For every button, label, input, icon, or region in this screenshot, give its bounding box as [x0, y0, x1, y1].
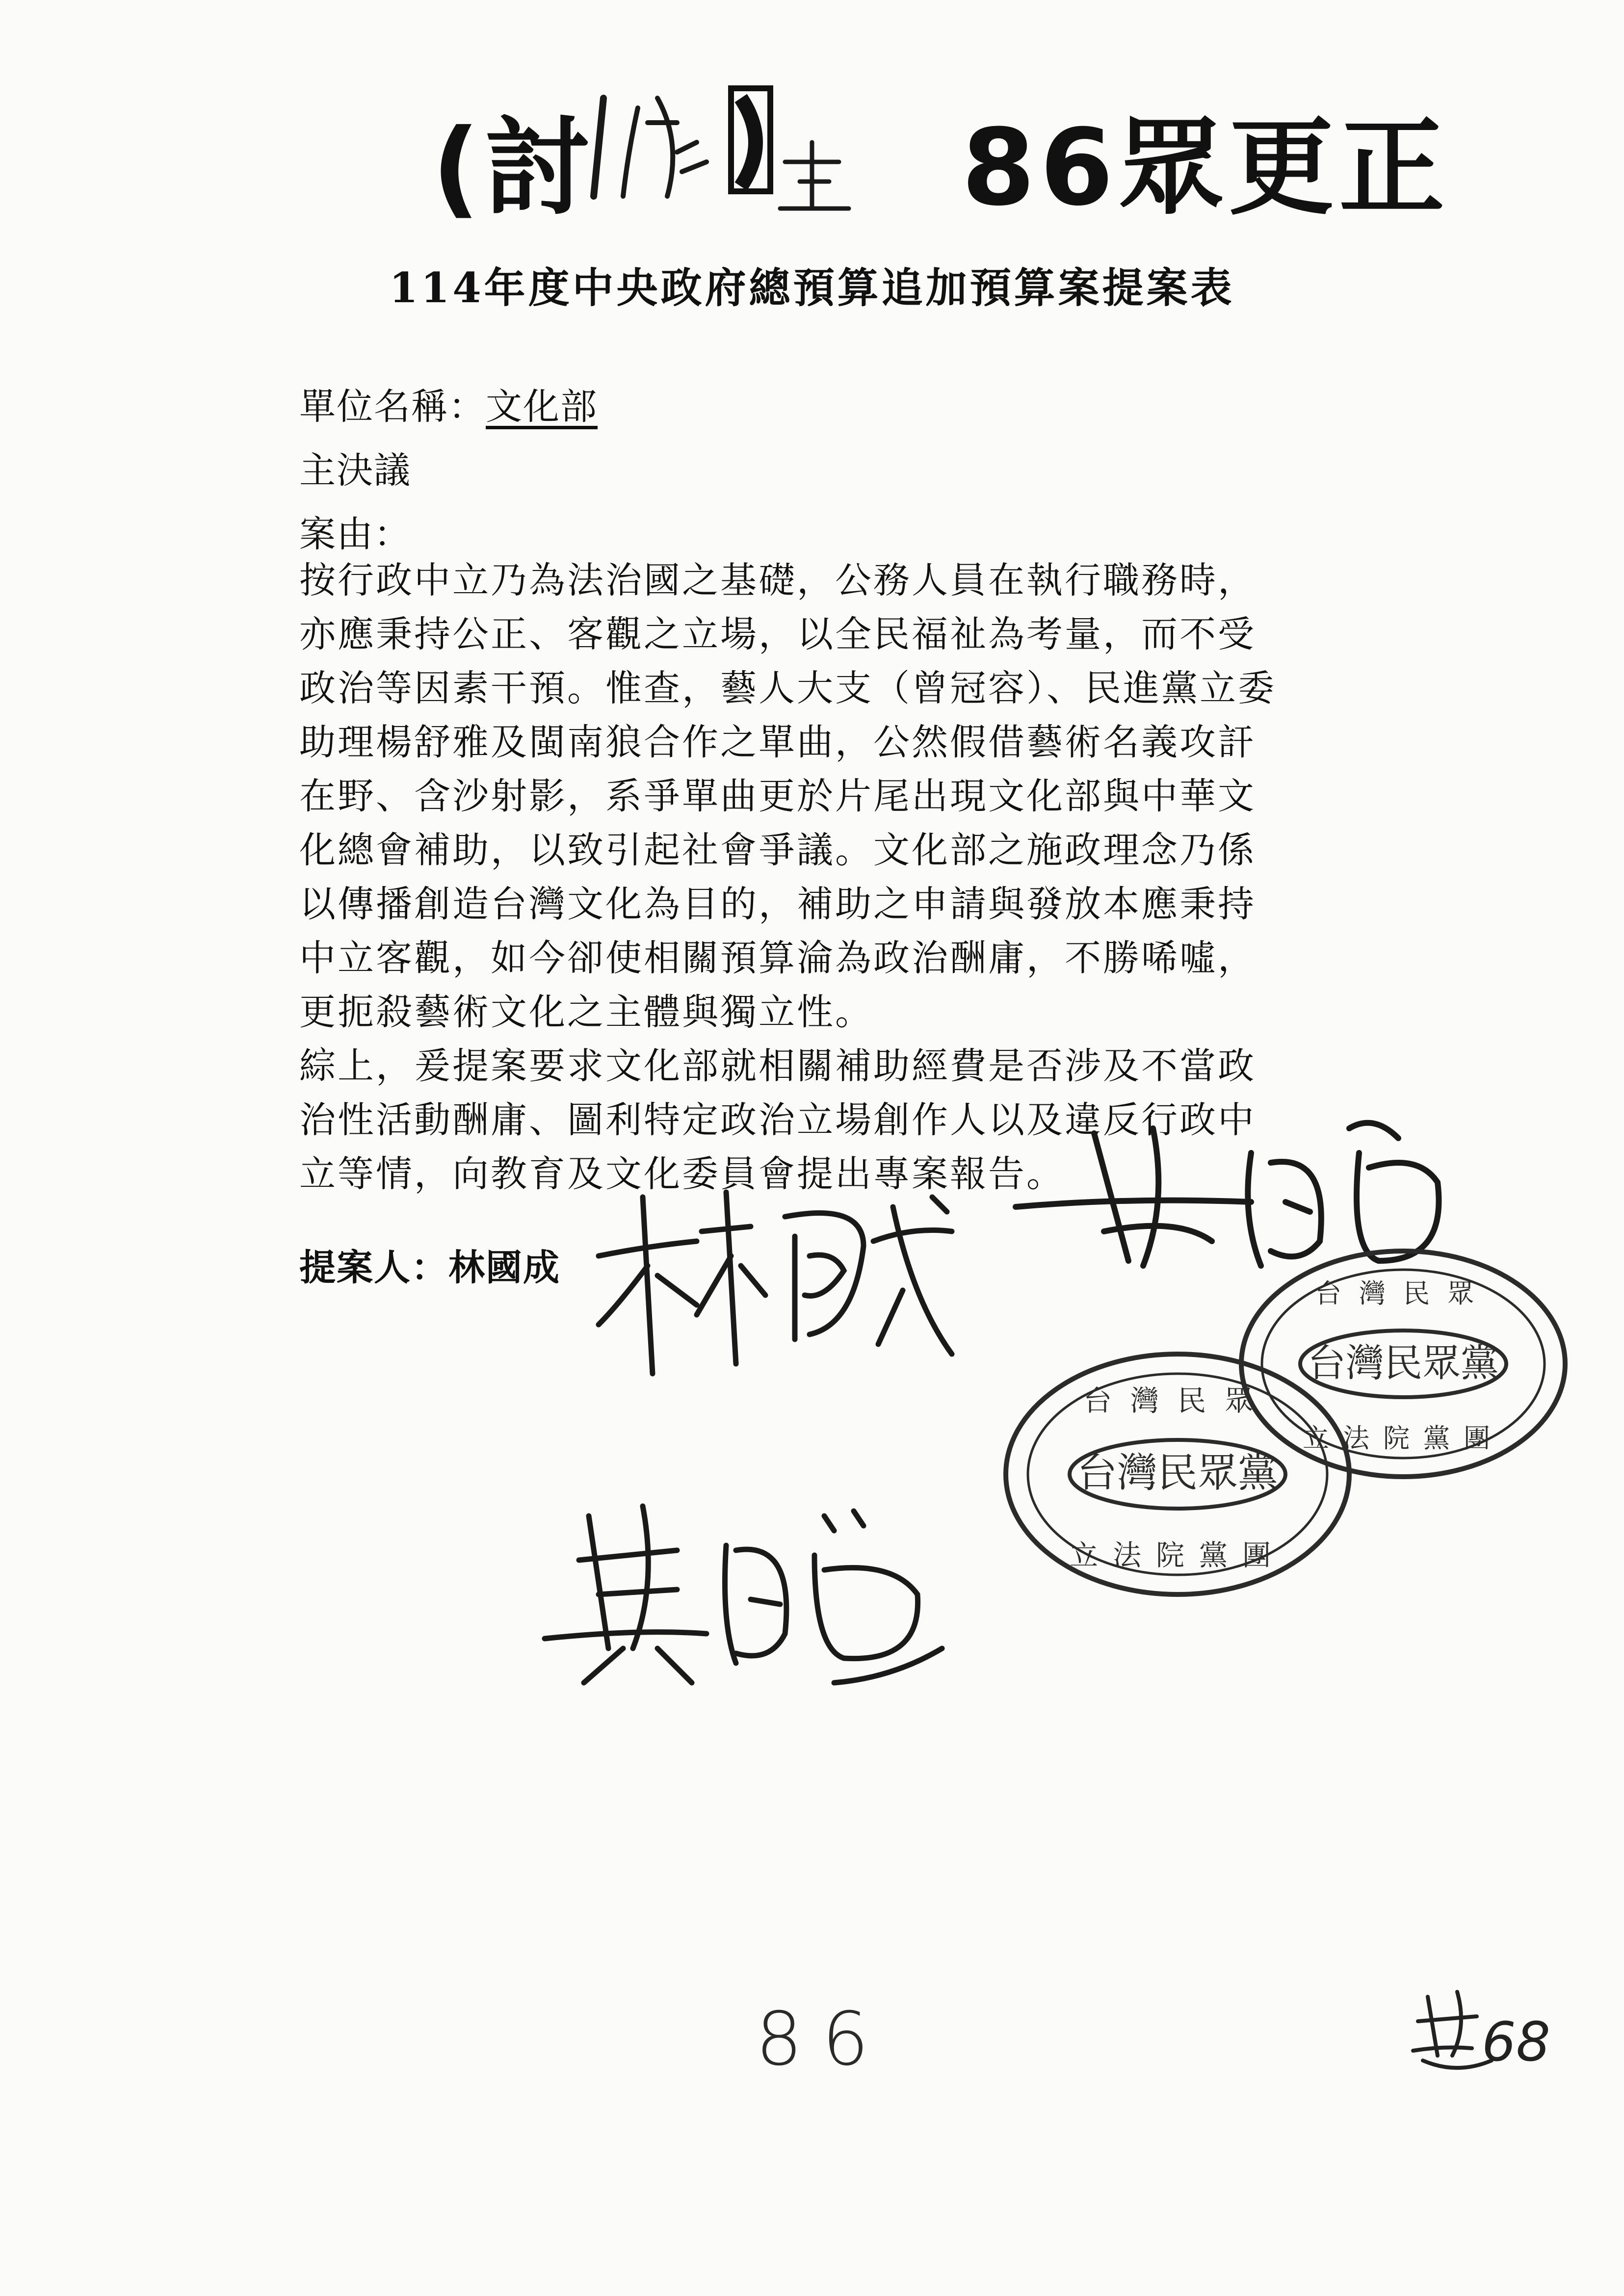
svg-text:68: 68 — [1482, 2010, 1550, 2073]
paragraph-line: 綜上，爰提案要求文化部就相關補助經費是否涉及不當政 — [299, 1045, 1256, 1087]
seal-bottom-text: 立法院黨團 — [1303, 1423, 1504, 1454]
paragraph-line: 中立客觀，如今卻使相關預算淪為政治酬庸，不勝唏噓， — [299, 937, 1256, 979]
paragraph-line: 政治等因素干預。惟查，藝人大支（曾冠容）、民進黨立委 — [299, 667, 1276, 709]
resolution-type: 主決議 — [299, 449, 411, 492]
header-open-text: (討 — [432, 106, 596, 229]
seal-top-text: 台灣民眾 — [1315, 1278, 1492, 1309]
paragraph-line: 更扼殺藝術文化之主體與獨立性。 — [299, 991, 873, 1033]
header-handwritten-correction — [584, 69, 976, 216]
signature-lin — [589, 1177, 962, 1383]
paragraph-line: 助理楊舒雅及閩南狼合作之單曲，公然假借藝術名義攻訐 — [299, 721, 1256, 763]
party-seal-upper — [1236, 1246, 1570, 1482]
paragraph-line: 治性活動酬庸、圖利特定政治立場創作人以及違反行政中 — [299, 1099, 1256, 1141]
proposer-label: 提案人： — [299, 1247, 448, 1289]
unit-row — [299, 378, 598, 430]
paragraph-line: 按行政中立乃為法治國之基礎，公務人員在執行職務時， — [299, 559, 1256, 601]
proposer-row — [299, 1239, 560, 1291]
reason-label: 案由： — [299, 513, 411, 555]
seal-center-text: 台灣民眾黨 — [1076, 1450, 1279, 1496]
seal-top-text: 台灣民眾 — [1083, 1384, 1272, 1417]
unit-value: 文化部 — [486, 386, 598, 428]
reason-paragraph-1 — [299, 553, 1339, 1039]
header-number: 86 — [962, 106, 1119, 229]
seal-center-text: 台灣民眾黨 — [1307, 1341, 1499, 1385]
seal-bottom-text: 立法院黨團 — [1069, 1539, 1286, 1572]
signature-huang-lower — [540, 1487, 952, 1697]
paragraph-line: 亦應秉持公正、客觀之立場，以全民福祉為考量，而不受 — [299, 613, 1256, 655]
paragraph-line: 化總會補助，以致引起社會爭議。文化部之施政理念乃係 — [299, 829, 1256, 871]
proposer-name: 林國成 — [448, 1247, 560, 1289]
paragraph-line: 以傳播創造台灣文化為目的，補助之申請與發放本應秉持 — [299, 883, 1256, 925]
page-number: 86 — [756, 1997, 889, 2082]
document-title: 114年度中央政府總預算追加預算案提案表 — [389, 263, 1235, 312]
paragraph-line: 在野、含沙射影，系爭單曲更於片尾出現文化部與中華文 — [299, 775, 1256, 817]
unit-label: 單位名稱： — [299, 386, 486, 428]
header-end-label: 眾更正 — [1118, 106, 1450, 229]
header-end-text — [962, 83, 1449, 235]
corner-mark — [1403, 1977, 1550, 2085]
paragraph-line: 立等情，向教育及文化委員會提出專案報告。 — [299, 1153, 1065, 1195]
